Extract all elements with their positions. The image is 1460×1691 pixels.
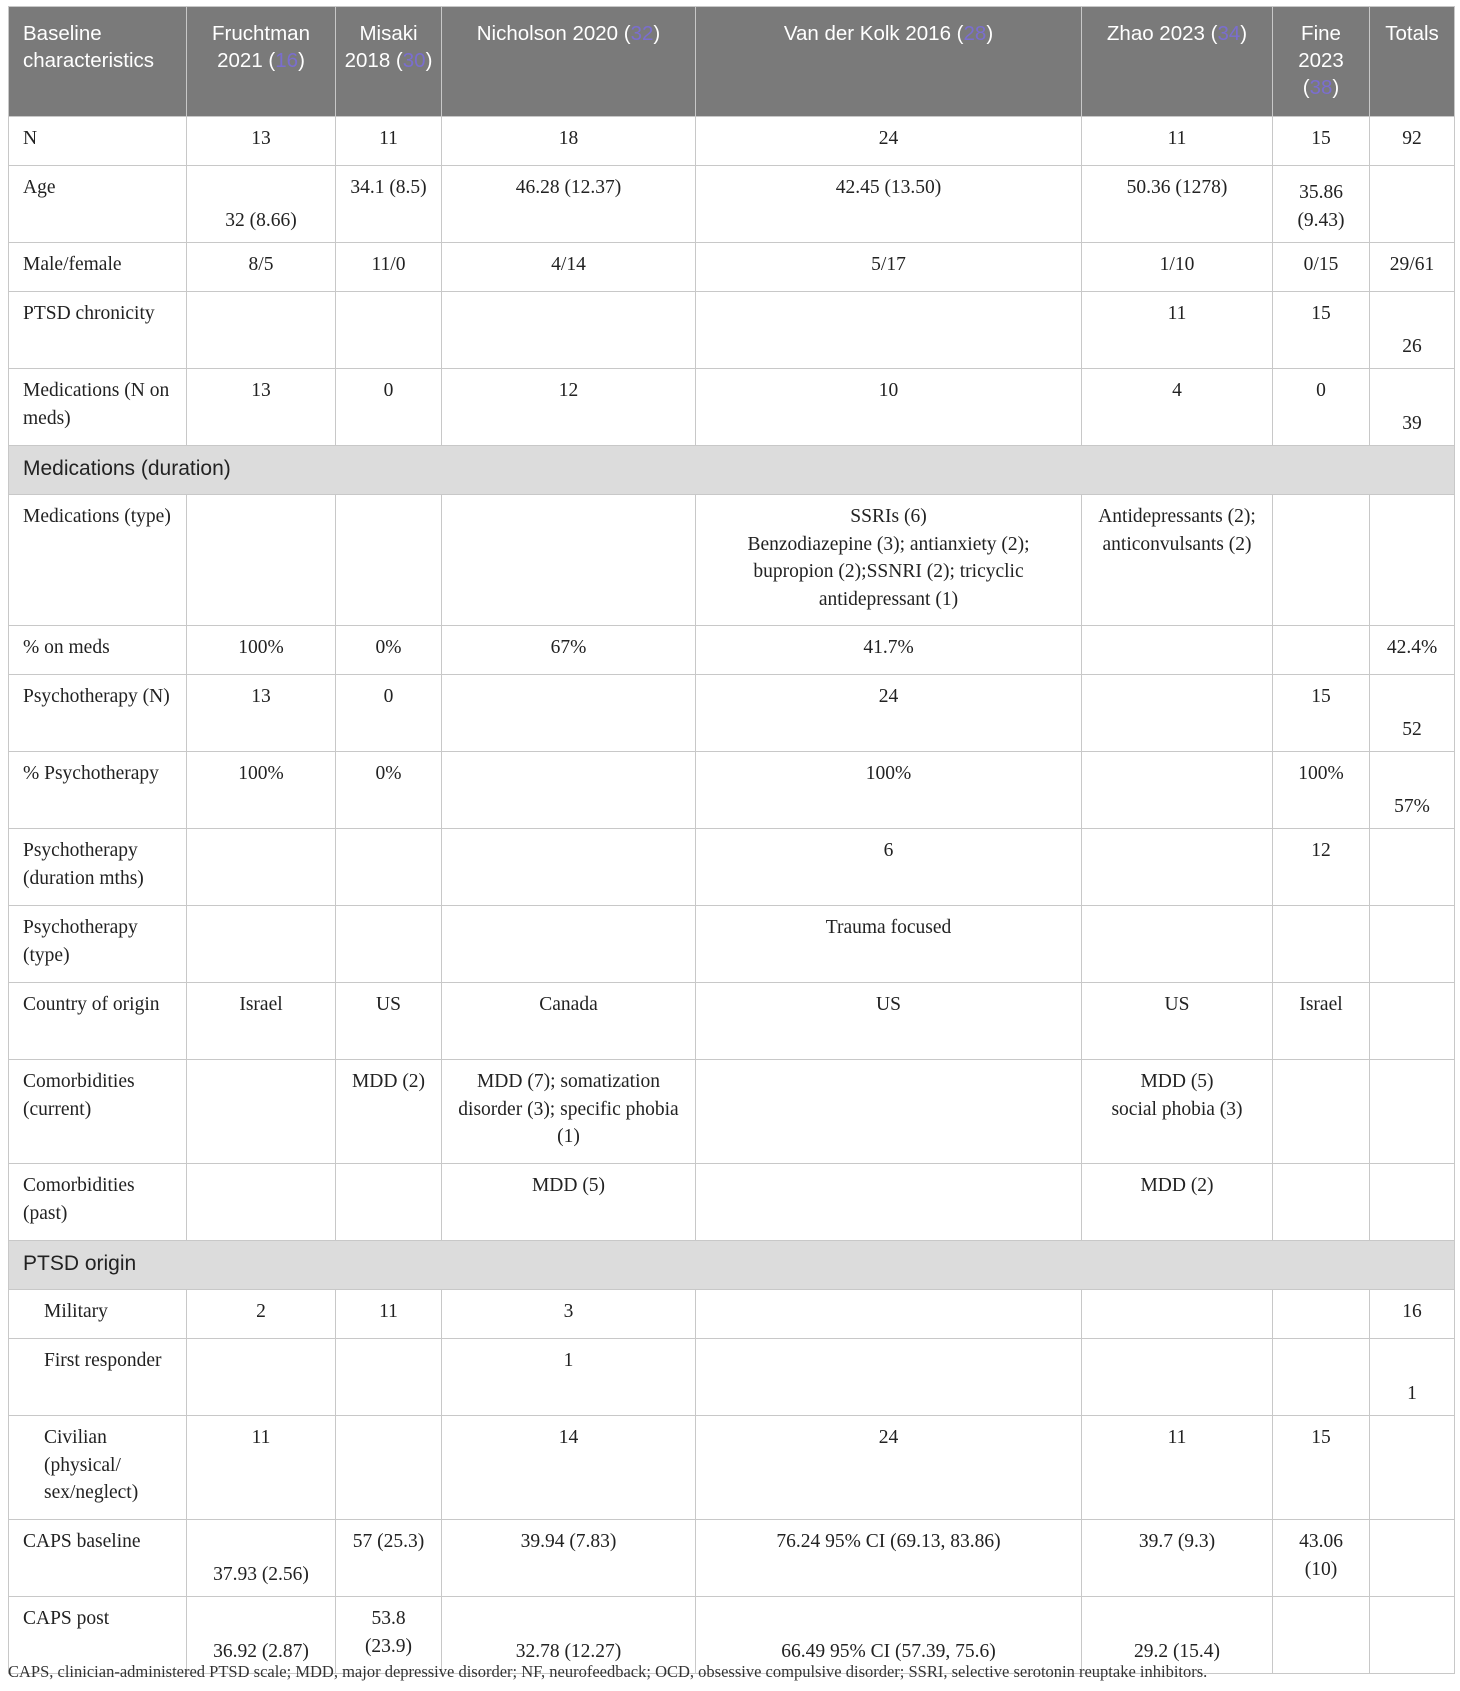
- cell-value: 0%: [375, 637, 402, 658]
- cell-value: 53.8 (23.9): [364, 1608, 413, 1657]
- table-cell: [1273, 1164, 1370, 1241]
- table-cell: [1370, 166, 1455, 243]
- table-cell: [1273, 1339, 1370, 1416]
- row-label: CAPS post: [9, 1597, 187, 1674]
- table-cell: [1370, 292, 1455, 369]
- table-cell: [1273, 829, 1370, 906]
- table-cell: [696, 1520, 1082, 1597]
- cell-value: 11: [1167, 303, 1187, 324]
- cell-value: 15: [1311, 686, 1331, 707]
- table-cell: [696, 626, 1082, 675]
- table-cell: [1370, 906, 1455, 983]
- table-cell: [1370, 1597, 1455, 1674]
- cell-value: 67%: [550, 637, 587, 658]
- row-label: Psychotherapy (type): [9, 906, 187, 983]
- table-cell: [187, 243, 336, 292]
- table-cell: [442, 292, 696, 369]
- table-cell: [1082, 829, 1273, 906]
- header-fine-2023: Fine 2023 (38): [1273, 7, 1370, 117]
- cell-value: 4/14: [551, 254, 586, 275]
- cell-value: 1/10: [1159, 254, 1195, 275]
- row-label: N: [9, 117, 187, 166]
- table-cell: [442, 117, 696, 166]
- section-ptsd-origin: PTSD origin: [9, 1241, 1455, 1290]
- cell-value: 14: [558, 1427, 579, 1448]
- cell-value: 18: [558, 128, 579, 149]
- cell-value: 32.78 (12.27): [515, 1640, 622, 1662]
- table-cell: [1082, 906, 1273, 983]
- table-cell: [187, 1060, 336, 1164]
- table-cell: [1082, 495, 1273, 626]
- table-row: [9, 117, 1455, 166]
- table-cell: [1273, 1597, 1370, 1674]
- table-cell: [336, 1416, 442, 1520]
- table-row: [9, 906, 1455, 983]
- table-cell: [696, 1164, 1082, 1241]
- table-cell: [1273, 166, 1370, 243]
- header-totals: Totals: [1370, 7, 1455, 117]
- cell-value: 100%: [865, 763, 912, 784]
- table-cell: [336, 495, 442, 626]
- table-cell: [1273, 117, 1370, 166]
- cell-value: US: [876, 994, 901, 1015]
- table-cell: [336, 752, 442, 829]
- cell-value: Trauma focused: [825, 917, 952, 938]
- table-cell: [1273, 752, 1370, 829]
- section-header-row: [9, 446, 1455, 495]
- table-cell: [442, 1164, 696, 1241]
- row-label: Comorbidities (current): [9, 1060, 187, 1164]
- table-cell: [336, 675, 442, 752]
- table-cell: [1273, 243, 1370, 292]
- table-cell: [187, 292, 336, 369]
- cell-value: Antidepressants (2); anticonvulsants (2): [1098, 506, 1256, 555]
- cell-value: 24: [878, 1427, 899, 1448]
- section-header-row: [9, 1241, 1455, 1290]
- table-cell: [1082, 243, 1273, 292]
- header-baseline-characteristics: Baseline characteristics: [9, 7, 187, 117]
- table-cell: [1370, 829, 1455, 906]
- baseline-characteristics-table: [8, 6, 1455, 1674]
- cell-value: 100%: [1298, 763, 1344, 784]
- table-cell: [1082, 1060, 1273, 1164]
- table-cell: [696, 1416, 1082, 1520]
- cell-value: 0: [1316, 380, 1326, 401]
- table-row: [9, 675, 1455, 752]
- table-cell: [442, 752, 696, 829]
- table-cell: [1370, 369, 1455, 446]
- row-label: Military: [9, 1290, 187, 1339]
- table-cell: [336, 369, 442, 446]
- cell-value: 32 (8.66): [225, 209, 297, 231]
- table-row: [9, 166, 1455, 243]
- table-cell: [336, 166, 442, 243]
- table-cell: [187, 1416, 336, 1520]
- cell-value: 57%: [1394, 795, 1430, 817]
- table-cell: [696, 1060, 1082, 1164]
- table-cell: [1370, 1164, 1455, 1241]
- table-cell: [1082, 626, 1273, 675]
- table-cell: [696, 1339, 1082, 1416]
- table-body: [9, 117, 1455, 1674]
- row-label: First responder: [9, 1339, 187, 1416]
- cell-value: MDD (5) social phobia (3): [1111, 1071, 1243, 1120]
- table-cell: [1273, 369, 1370, 446]
- cell-value: 11: [1167, 128, 1187, 149]
- table-cell: [696, 292, 1082, 369]
- header-fruchtman-2021: Fruchtman 2021 (16): [187, 7, 336, 117]
- table-cell: [336, 626, 442, 675]
- table-cell: [336, 292, 442, 369]
- table-cell: [1082, 1416, 1273, 1520]
- table-cell: [696, 906, 1082, 983]
- cell-value: MDD (2): [1140, 1175, 1214, 1196]
- ref-link[interactable]: 32: [630, 22, 654, 45]
- table-cell: [1273, 675, 1370, 752]
- table-cell: [1370, 1060, 1455, 1164]
- cell-value: 0: [383, 686, 394, 707]
- table-cell: [187, 495, 336, 626]
- cell-value: SSRIs (6) Benzodiazepine (3); antianxiety (2); bupropion (2);SSNRI (2); tricyclic antidepressant (1): [747, 506, 1030, 610]
- table-cell: [187, 906, 336, 983]
- table-cell: [442, 906, 696, 983]
- table-cell: [696, 495, 1082, 626]
- table-cell: [1082, 1290, 1273, 1339]
- cell-value: 46.28 (12.37): [515, 177, 622, 198]
- cell-value: 10: [878, 380, 899, 401]
- table-row: [9, 752, 1455, 829]
- header-van-der-kolk-2016: Van der Kolk 2016 (28): [696, 7, 1082, 117]
- table-cell: [1082, 983, 1273, 1060]
- row-label: Male/female: [9, 243, 187, 292]
- cell-value: 41.7%: [863, 637, 914, 658]
- cell-value: 100%: [238, 763, 284, 784]
- table-cell: [187, 1520, 336, 1597]
- table-cell: [442, 1416, 696, 1520]
- table-row: [9, 626, 1455, 675]
- table-cell: [336, 1339, 442, 1416]
- ref-link[interactable]: 30: [402, 49, 426, 72]
- table-row: [9, 495, 1455, 626]
- table-caption: CAPS, clinician-administered PTSD scale; MDD, major depressive disorder; NF, neurofeedback; OCD, obsessive compulsive disorder; SSRI, selective serotonin reuptake inhibitors.: [8, 1662, 1208, 1681]
- cell-value: 0: [383, 380, 394, 401]
- table-cell: [442, 983, 696, 1060]
- header-row: [9, 7, 1455, 117]
- cell-value: 92: [1402, 128, 1422, 149]
- table-cell: [187, 1290, 336, 1339]
- table-cell: [442, 369, 696, 446]
- ref-link[interactable]: 38: [1309, 76, 1333, 99]
- row-label: Psychotherapy (duration mths): [9, 829, 187, 906]
- table-cell: [1082, 369, 1273, 446]
- table-cell: [336, 243, 442, 292]
- cell-value: 100%: [238, 637, 284, 658]
- row-label: Country of origin: [9, 983, 187, 1060]
- table-cell: [336, 1164, 442, 1241]
- table-cell: [1082, 1520, 1273, 1597]
- cell-value: US: [376, 994, 401, 1015]
- cell-value: 5/17: [871, 254, 906, 275]
- table-cell: [1082, 166, 1273, 243]
- table-row: [9, 1339, 1455, 1416]
- cell-value: 1: [563, 1350, 574, 1371]
- table-cell: [696, 369, 1082, 446]
- cell-value: MDD (7); somatization disorder (3); specific phobia (1): [458, 1071, 679, 1147]
- row-label: Psychotherapy (N): [9, 675, 187, 752]
- cell-value: 29/61: [1389, 254, 1435, 275]
- table-cell: [187, 752, 336, 829]
- row-label: % on meds: [9, 626, 187, 675]
- cell-value: 3: [563, 1301, 574, 1322]
- cell-value: 50.36 (1278): [1126, 177, 1228, 198]
- cell-value: 11: [379, 128, 398, 149]
- table-cell: [187, 675, 336, 752]
- table-cell: [696, 166, 1082, 243]
- table-row: [9, 983, 1455, 1060]
- row-label: Comorbidities (past): [9, 1164, 187, 1241]
- row-label: % Psychotherapy: [9, 752, 187, 829]
- table-cell: [336, 1290, 442, 1339]
- table-cell: [1370, 243, 1455, 292]
- row-label: Medications (type): [9, 495, 187, 626]
- table-cell: [187, 829, 336, 906]
- table-cell: [442, 1520, 696, 1597]
- cell-value: 24: [878, 128, 899, 149]
- table-cell: [1370, 752, 1455, 829]
- table-cell: [1273, 626, 1370, 675]
- table-cell: [1273, 983, 1370, 1060]
- table-row: [9, 1060, 1455, 1164]
- table-cell: [187, 626, 336, 675]
- cell-value: 13: [251, 128, 271, 149]
- table-row: [9, 829, 1455, 906]
- table-cell: [336, 1520, 442, 1597]
- table-cell: [442, 626, 696, 675]
- cell-value: 76.24 95% CI (69.13, 83.86): [776, 1531, 1001, 1552]
- cell-value: Israel: [1299, 994, 1343, 1015]
- table-cell: [1273, 1290, 1370, 1339]
- table-cell: [696, 983, 1082, 1060]
- cell-value: 11: [251, 1427, 271, 1448]
- cell-value: 39.7 (9.3): [1138, 1531, 1216, 1552]
- table-row: [9, 1416, 1455, 1520]
- cell-value: 12: [558, 380, 579, 401]
- table-cell: [1370, 1339, 1455, 1416]
- table-cell: [696, 243, 1082, 292]
- cell-value: 2: [256, 1301, 266, 1322]
- table-cell: [187, 369, 336, 446]
- cell-value: 39: [1402, 412, 1422, 434]
- cell-value: 11: [1167, 1427, 1187, 1448]
- cell-value: 13: [251, 380, 271, 401]
- cell-value: 1: [1407, 1382, 1417, 1404]
- table-cell: [1370, 495, 1455, 626]
- cell-value: 35.86 (9.43): [1297, 182, 1345, 231]
- table-cell: [336, 906, 442, 983]
- cell-value: 11/0: [371, 254, 406, 275]
- table-cell: [336, 829, 442, 906]
- header-misaki-2018: Misaki 2018 (30): [336, 7, 442, 117]
- cell-value: 15: [1311, 128, 1331, 149]
- cell-value: 43.06 (10): [1299, 1531, 1343, 1580]
- cell-value: 12: [1311, 840, 1331, 861]
- table-cell: [696, 117, 1082, 166]
- table-cell: [336, 1060, 442, 1164]
- table-row: [9, 292, 1455, 369]
- table-cell: [442, 1339, 696, 1416]
- table-cell: [1082, 675, 1273, 752]
- row-label: PTSD chronicity: [9, 292, 187, 369]
- cell-value: 42.4%: [1386, 637, 1438, 658]
- table-row: [9, 1520, 1455, 1597]
- cell-value: 8/5: [248, 254, 274, 275]
- cell-value: 0%: [375, 763, 402, 784]
- section-medications-duration: Medications (duration): [9, 446, 1455, 495]
- table-cell: [1082, 292, 1273, 369]
- table-cell: [1273, 906, 1370, 983]
- table-cell: [696, 829, 1082, 906]
- cell-value: 39.94 (7.83): [520, 1531, 617, 1552]
- cell-value: 4: [1172, 380, 1182, 401]
- table-cell: [442, 1290, 696, 1339]
- table-row: [9, 1164, 1455, 1241]
- table-row: [9, 243, 1455, 292]
- header-nicholson-2020: Nicholson 2020 (32): [442, 7, 696, 117]
- table-cell: [187, 983, 336, 1060]
- table-cell: [187, 117, 336, 166]
- cell-value: Canada: [539, 994, 598, 1015]
- table-cell: [442, 166, 696, 243]
- table-cell: [696, 1290, 1082, 1339]
- cell-value: 29.2 (15.4): [1133, 1640, 1221, 1662]
- ref-link[interactable]: 16: [275, 49, 299, 72]
- cell-value: 13: [251, 686, 271, 707]
- table-cell: [1370, 117, 1455, 166]
- table-cell: [442, 829, 696, 906]
- table-cell: [336, 983, 442, 1060]
- ref-link[interactable]: 28: [963, 22, 987, 45]
- table-cell: [442, 495, 696, 626]
- header-zhao-2023: Zhao 2023 (34): [1082, 7, 1273, 117]
- table-cell: [1370, 1290, 1455, 1339]
- ref-link[interactable]: 34: [1217, 22, 1241, 45]
- table-cell: [696, 675, 1082, 752]
- table-cell: [1370, 626, 1455, 675]
- table-cell: [1273, 1520, 1370, 1597]
- cell-value: MDD (2): [351, 1071, 426, 1092]
- cell-value: 16: [1402, 1301, 1422, 1322]
- cell-value: 11: [379, 1301, 398, 1322]
- cell-value: MDD (5): [531, 1175, 606, 1196]
- cell-value: 15: [1311, 1427, 1331, 1448]
- cell-value: 24: [878, 686, 899, 707]
- table-cell: [1370, 675, 1455, 752]
- cell-value: US: [1164, 994, 1190, 1015]
- table-cell: [1082, 1164, 1273, 1241]
- cell-value: 15: [1311, 303, 1331, 324]
- table-cell: [1273, 1060, 1370, 1164]
- row-label: Age: [9, 166, 187, 243]
- table-cell: [187, 166, 336, 243]
- cell-value: 57 (25.3): [352, 1531, 425, 1552]
- cell-value: 36.92 (2.87): [213, 1640, 309, 1662]
- cell-value: 26: [1402, 335, 1422, 357]
- table-cell: [1082, 752, 1273, 829]
- table-row: [9, 369, 1455, 446]
- cell-value: 6: [883, 840, 894, 861]
- table-cell: [442, 1060, 696, 1164]
- cell-value: 0/15: [1303, 254, 1339, 275]
- table-cell: [1273, 292, 1370, 369]
- table-row: [9, 1290, 1455, 1339]
- table-cell: [1370, 1520, 1455, 1597]
- table-cell: [1273, 495, 1370, 626]
- table-cell: [442, 675, 696, 752]
- cell-value: 37.93 (2.56): [213, 1563, 309, 1585]
- table-cell: [1082, 117, 1273, 166]
- table-cell: [1370, 983, 1455, 1060]
- table-cell: [1082, 1339, 1273, 1416]
- table-cell: [696, 752, 1082, 829]
- row-label: Medications (N on meds): [9, 369, 187, 446]
- table-cell: [1273, 1416, 1370, 1520]
- table-cell: [187, 1164, 336, 1241]
- row-label: CAPS baseline: [9, 1520, 187, 1597]
- cell-value: Israel: [239, 994, 283, 1015]
- row-label: Civilian (physical/ sex/neglect): [9, 1416, 187, 1520]
- cell-value: 34.1 (8.5): [350, 177, 427, 198]
- cell-value: 66.49 95% CI (57.39, 75.6): [781, 1640, 996, 1662]
- cell-value: 42.45 (13.50): [835, 177, 942, 198]
- table-cell: [442, 243, 696, 292]
- table-cell: [336, 117, 442, 166]
- table-cell: [187, 1339, 336, 1416]
- cell-value: 52: [1402, 718, 1422, 740]
- table-container: [8, 6, 1454, 1674]
- table-cell: [1370, 1416, 1455, 1520]
